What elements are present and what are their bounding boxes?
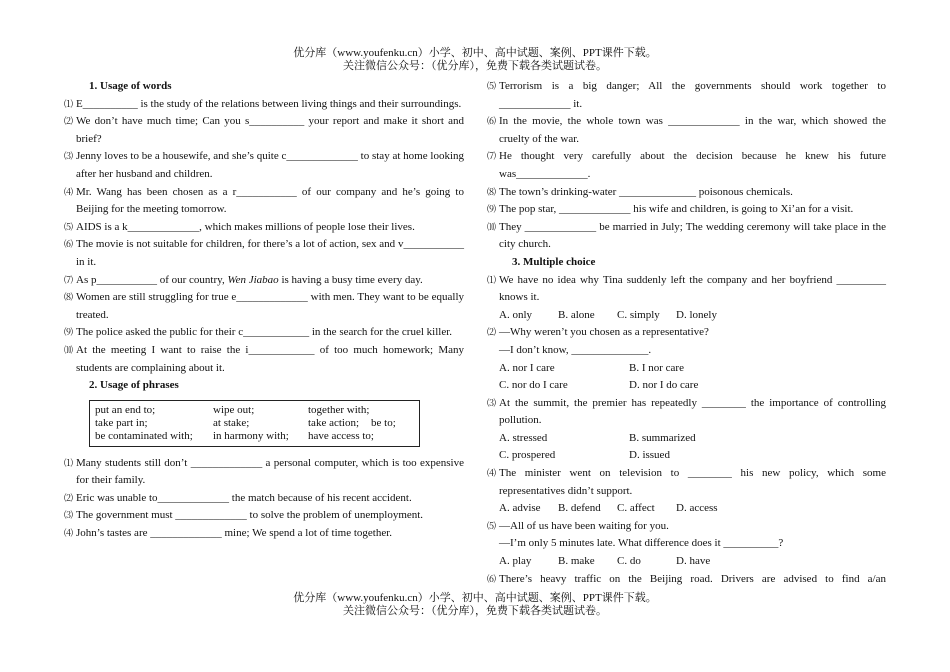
section-1-title: 1. Usage of words [89, 80, 172, 92]
phrase-question: ⑼ The pop star, _____________ his wife and children, is going to Xi’an for a visit. [487, 203, 854, 216]
footer-line-2: 关注微信公众号：（优分库），免费下载各类试题试卷。 [343, 605, 607, 617]
right-column [487, 78, 886, 588]
option: C. nor do I care [499, 379, 568, 392]
option: D. lonely [676, 308, 717, 321]
word-question: ⑼ The police asked the public for their c____________ in the search for the cruel killer. [64, 326, 453, 339]
phrase: have access to; [308, 429, 374, 442]
option: D. nor I do care [629, 379, 699, 392]
choice-question: ⑷ The minister went on television to ________ his new policy, which some representatives didn’t support. [487, 467, 886, 497]
phrase-question: ⑶ The government must _____________ to solve the problem of unemployment. [64, 509, 424, 522]
answer-options [487, 377, 886, 395]
option: D. issued [629, 449, 670, 462]
option: B. summarized [629, 431, 696, 444]
choice-question: ⑵ —Why weren’t you chosen as a representative? [487, 326, 709, 339]
option: B. I nor care [629, 361, 684, 374]
answer-options [487, 553, 886, 571]
phrase: put an end to; [95, 403, 156, 416]
word-question: ⑴ E__________ is the study of the relations between living things and their surroundings. [64, 97, 462, 110]
word-question: ⑶ Jenny loves to be a housewife, and she’s quite c_____________ to stay at home looking after her husband and children. [64, 150, 464, 180]
header-line-1: 优分库（www.youfenku.cn）小学、初中、高中试题、案例、PPT课件下载。 [293, 47, 657, 59]
page-footer [0, 592, 950, 618]
option: B. alone [558, 308, 595, 321]
phrase-question: ⑽ They _____________ be married in July; The wedding ceremony will take place in the city church. [487, 220, 886, 251]
phrase-box [89, 400, 420, 447]
dialogue-line: —I’m only 5 minutes late. What difference does it __________? [499, 537, 784, 550]
footer-line-1: 优分库（www.youfenku.cn）小学、初中、高中试题、案例、PPT课件下载。 [293, 592, 657, 604]
header-line-2: 关注微信公众号：（优分库），免费下载各类试题试卷。 [343, 60, 607, 72]
left-column [64, 78, 464, 543]
section-2-title: 2. Usage of phrases [89, 379, 179, 392]
phrase: in harmony with; [213, 429, 289, 442]
answer-options [487, 447, 886, 465]
word-question: ⑵ We don’t have much time; Can you s__________ your report and make it short and brief? [64, 115, 464, 145]
section-3-title: 3. Multiple choice [512, 255, 596, 268]
answer-options [487, 360, 886, 378]
word-question: ⑹ The movie is not suitable for children, for there’s a lot of action, sex and v___________ in it. [64, 238, 464, 268]
italic-name: Wen Jiabao [227, 273, 279, 286]
page-header [0, 47, 950, 73]
phrase-question: ⑷ John’s tastes are _____________ mine; We spend a lot of time together. [64, 527, 393, 540]
option: C. do [617, 555, 641, 568]
word-question: ⑷ Mr. Wang has been chosen as a r___________ of our company and he’s going to Beijing for the meeting tomorrow. [64, 185, 464, 216]
word-question: ⑸ AIDS is a k_____________, which makes millions of people lose their lives. [64, 220, 415, 233]
answer-options [487, 307, 886, 325]
phrase-question: ⑺ He thought very carefully about the decision because he knew his future was_____________. [487, 150, 886, 180]
word-question: ⑺ As p___________ of our country, Wen Jiabao is having a busy time every day. [64, 273, 423, 286]
phrase-question: ⑵ Eric was unable to_____________ the match because of his recent accident. [64, 491, 412, 504]
option: C. prospered [499, 449, 556, 462]
phrase: be contaminated with; [95, 429, 193, 442]
phrase: wipe out; [213, 403, 255, 416]
option: A. play [499, 555, 532, 568]
phrase: at stake; [213, 416, 250, 429]
option: D. access [676, 502, 718, 515]
phrase: take action; [308, 416, 360, 429]
phrase: be to; [371, 416, 396, 429]
choice-question: ⑹ There’s heavy traffic on the Beijing road. Drivers are advised to find a/an [487, 572, 886, 585]
option: A. advise [499, 502, 541, 515]
option: A. only [499, 308, 532, 321]
option: C. affect [617, 502, 655, 515]
answer-options [487, 500, 886, 518]
option: C. simply [617, 308, 660, 321]
phrase-question: ⑹ In the movie, the whole town was _____________ in the war, which showed the cruelty of the war. [487, 115, 886, 145]
word-question: ⑽ At the meeting I want to raise the i____________ of too much homework; Many students are complaining about it. [64, 343, 464, 374]
option: B. defend [558, 502, 601, 515]
phrase-question: ⑴ Many students still don’t _____________ a personal computer, which is too expensive for their family. [64, 456, 464, 487]
word-question: ⑻ Women are still struggling for true e_____________ with men. They want to be equally treated. [64, 291, 464, 321]
option: A. stressed [499, 431, 548, 444]
choice-question: ⑶ At the summit, the premier has repeatedly ________ the importance of controlling pollution. [487, 396, 886, 427]
dialogue-line: —I don’t know, ______________. [499, 343, 652, 356]
option: A. nor I care [499, 361, 555, 374]
phrase-question: ⑻ The town’s drinking-water ______________ poisonous chemicals. [487, 185, 793, 198]
answer-options [487, 430, 886, 448]
option: B. make [558, 555, 595, 568]
option: D. have [676, 555, 711, 568]
phrase: together with; [308, 403, 370, 416]
phrase: take part in; [95, 416, 148, 429]
choice-question: ⑴ We have no idea why Tina suddenly left the company and her boyfriend _________ knows it. [487, 273, 886, 304]
phrase-question: ⑸ Terrorism is a big danger; All the governments should work together to _____________ it. [487, 80, 886, 110]
choice-question: ⑸ —All of us have been waiting for you. [487, 519, 669, 532]
